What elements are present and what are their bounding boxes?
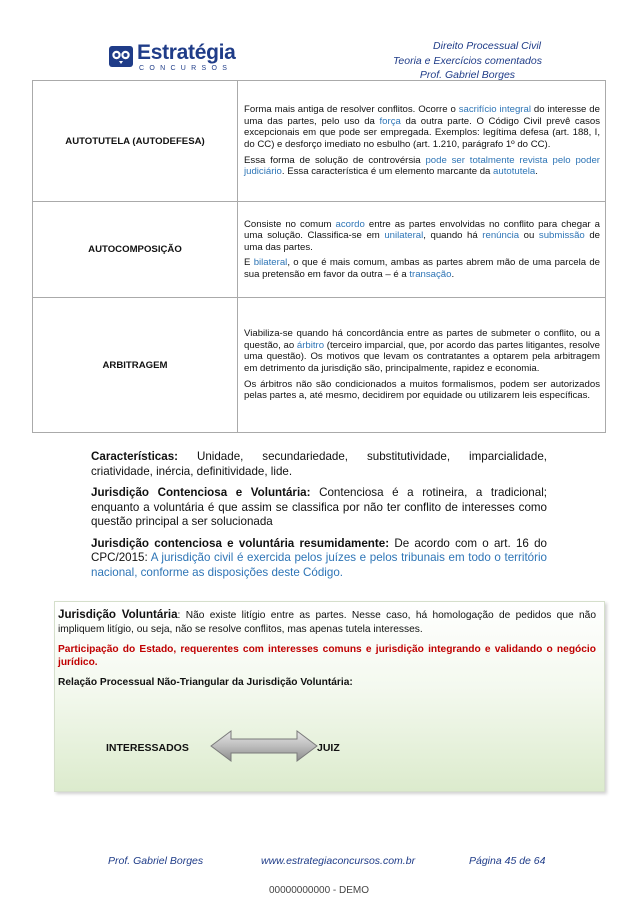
keyword: unilateral [384,230,424,242]
table-row [33,202,606,298]
characteristics-section [91,450,547,587]
party-juiz: JUIZ [317,742,340,754]
voluntary-jurisdiction-box [54,601,605,792]
owl-logo-icon [108,43,134,69]
row-description [238,298,606,433]
logo-wordmark: Estratégia [137,41,236,64]
characteristics-paragraph: Características: Unidade, secundariedade, substitutividade, imparcialidade, criatividade, inércia, definitividade, lide. [91,450,547,478]
table-row [33,81,606,202]
keyword: transação [409,268,452,280]
keyword: força [379,115,401,127]
voluntary-definition: Jurisdição Voluntária: Não existe litígio entre as partes. Nesse caso, há homologação de pedidos que não impliquem litígio, ou seja, não se resolve conflitos, mas apenas tutela interesses. [58,608,596,635]
row-description [238,81,606,202]
table-row [33,298,606,433]
contentious-voluntary-paragraph: Jurisdição Contenciosa e Voluntária: Contenciosa é a rotineira, a tradicional; enquanto a voluntária é que assim se classifica por não ter conflito de interesses como questão principal a ser solucionada [91,486,547,528]
header-subject: Direito Processual Civil [433,40,541,52]
page-header [393,39,542,83]
description-paragraph: Consiste no comum acordo entre as partes envolvidas no conflito para chegar a uma solução. Classifica-se em unilateral, quando há renúncia ou submissão de uma das partes. [244,218,600,253]
description-paragraph: Forma mais antiga de resolver conflitos. Ocorre o sacrifício integral do interesse de uma das partes, pelo uso da força da outra parte. O Código Civil prevê casos excepcionais em que pode ser empregada. Exemplos: legítima defesa (art. 188, I, do CC) e desforço imediato no esbulho (art. 1.210, parágrafo 1º do CC). [244,104,600,150]
keyword: árbitro [296,339,325,351]
logo-subtitle: CONCURSOS [139,65,233,72]
description-paragraph: E bilateral, o que é mais comum, ambas as partes abrem mão de uma parcela de sua pretensão em favor da outra – é a transação. [244,257,600,280]
summary-paragraph: Jurisdição contenciosa e voluntária resumidamente: De acordo com o art. 16 do CPC/2015: A jurisdição civil é exercida pelos juízes e pelos tribunais em todo o território nacional, conforme as disposições deste Código. [91,536,547,579]
footer-page-number: Página 45 de 64 [469,855,546,867]
keyword: autotutela [493,166,536,178]
keyword: pode ser totalmente revista pelo poder judiciário [244,154,600,178]
row-label: AUTOCOMPOSIÇÃO [33,202,238,298]
description-paragraph: Essa forma de solução de controvérsia pode ser totalmente revista pelo poder judiciário. Essa característica é um elemento marcante da autotutela. [244,154,600,178]
contentious-voluntary-title: Jurisdição Contenciosa e Voluntária: [91,486,311,499]
row-label: ARBITRAGEM [33,298,238,433]
header-course: Teoria e Exercícios comentados [392,54,542,67]
footer-author: Prof. Gabriel Borges [108,855,204,867]
cpc-quote: A jurisdição civil é exercida pelos juízes e pelos tribunais em todo o território nacional, conforme as disposições deste Código. [91,551,547,579]
keyword: submissão [538,230,585,242]
demo-watermark: 00000000000 - DEMO [268,885,370,896]
row-description [238,202,606,298]
party-interessados: INTERESSADOS [106,742,189,754]
footer-website-link[interactable]: www.estrategiaconcursos.com.br [261,855,416,867]
header-author: Prof. Gabriel Borges [419,69,516,81]
estrategia-logo [108,41,236,75]
double-arrow-icon [209,729,319,763]
conflict-resolution-table [32,80,606,433]
voluntary-title: Jurisdição Voluntária [58,608,178,621]
keyword: renúncia [482,230,520,242]
keyword: sacrifício integral [458,104,531,116]
row-label: AUTOTUTELA (AUTODEFESA) [33,81,238,202]
keyword: bilateral [253,257,288,269]
state-participation-note: Participação do Estado, requerentes com interesses comuns e jurisdição integrando e validando o negócio jurídico. [58,643,596,669]
description-paragraph: Os árbitros não são condicionados a muitos formalismos, podem ser autorizados pelas partes a, até mesmo, decidirem por equidade ou utilizarem leis específicas. [244,378,600,402]
keyword: acordo [335,218,365,230]
description-paragraph: Viabiliza-se quando há concordância entre as partes de submeter o conflito, ou a questão, ao árbitro (terceiro imparcial, que, por acordo das partes litigantes, resolve uma questão). Os motivos que levam os contratantes a optarem pela arbitragem em detrimento da jurisdição são, principalmente, rapidez e economia. [244,328,601,374]
characteristics-title: Características: [91,450,179,463]
summary-title: Jurisdição contenciosa e voluntária resumidamente: [91,536,390,550]
relation-heading: Relação Processual Não-Triangular da Jurisdição Voluntária: [58,677,353,689]
